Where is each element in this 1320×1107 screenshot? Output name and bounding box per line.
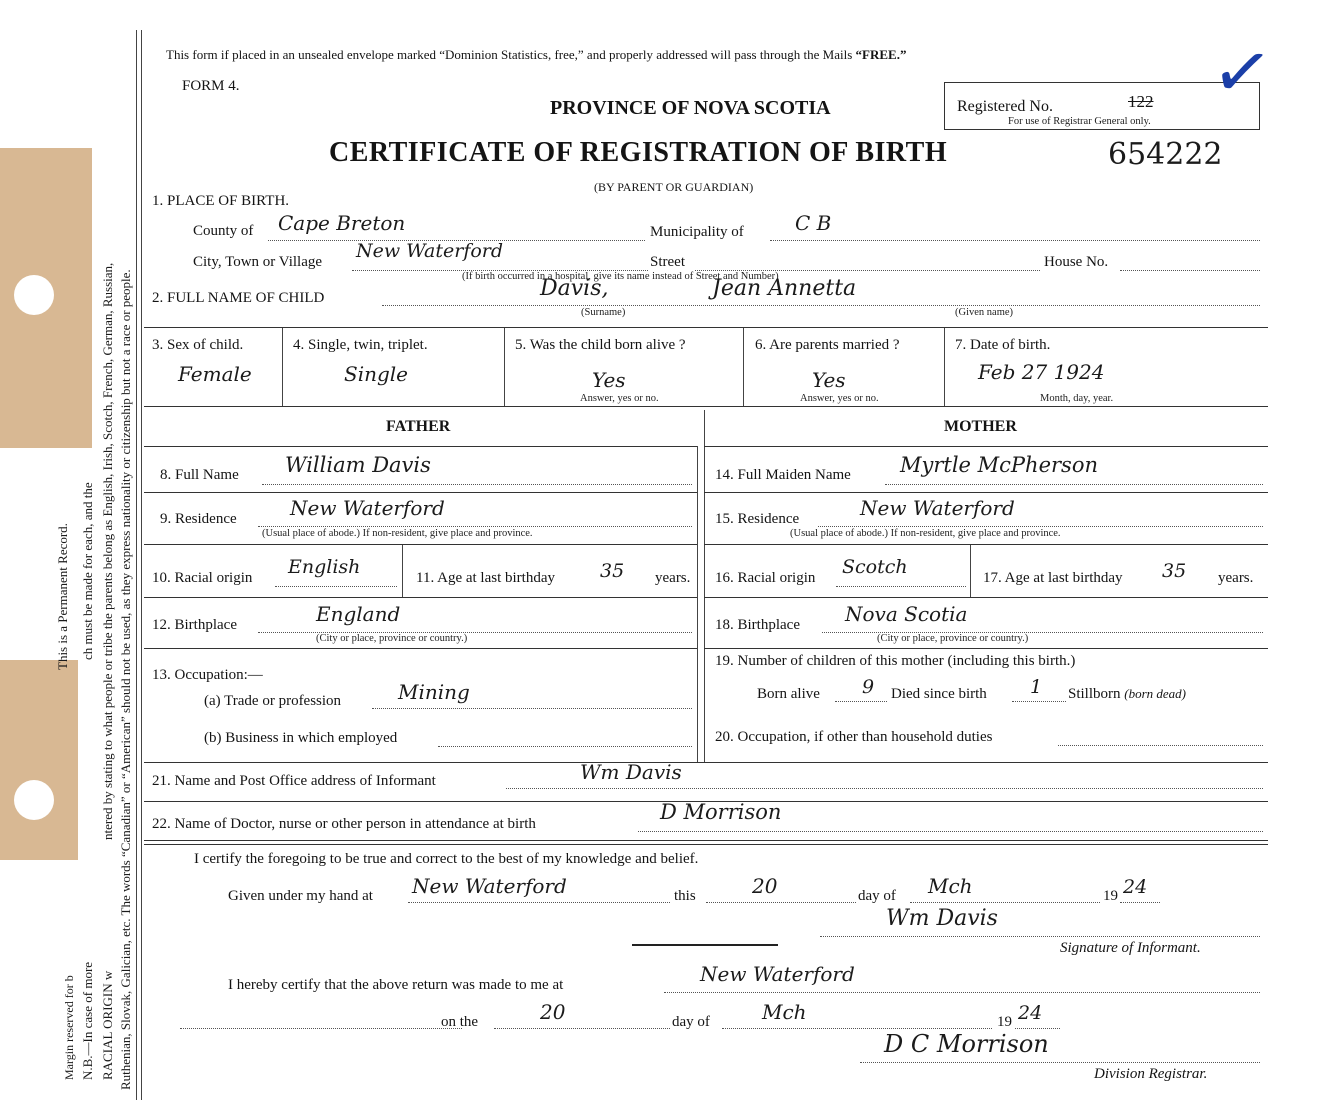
born-alive-caption: Answer, yes or no. [580,393,659,404]
grid-divider-1 [282,328,283,406]
mother-residence-value: New Waterford [860,496,1015,520]
mother-age-label: 17. Age at last birthday [983,570,1123,586]
informant-signature-line [820,936,1260,937]
registrar-year-prefix: 19 [997,1014,1012,1030]
father-years-label: years. [655,570,691,586]
house-no-label: House No. [1044,254,1109,270]
born-alive-count-line [835,701,887,702]
grid-divider-3 [743,328,744,406]
stillborn-label: Stillborn (born dead) [1068,686,1187,702]
father-residence-label: 9. Residence [160,511,237,527]
father-racial-line [275,586,397,587]
father-birthplace-caption: (City or place, province or country.) [316,633,468,644]
father-name-line [262,484,692,485]
mother-name-line [885,484,1263,485]
sex-label: 3. Sex of child. [152,337,244,353]
trade-label: (a) Trade or profession [204,693,342,709]
margin-text-6: Ruthenian, Slovak, Galician, etc. The words “Canadian” or “American” should not be used, as they express nationality or citizenship but not a race or people. [118,269,133,1090]
separator-rule [632,944,778,946]
informant-label: 21. Name and Post Office address of Informant [152,773,436,789]
died-line [1012,701,1066,702]
mother-racial-divider [970,545,971,597]
died-value: 1 [1030,676,1043,698]
mother-heading: MOTHER [944,418,1017,435]
child-name-label: 2. FULL NAME OF CHILD [152,290,325,306]
registered-struck-number: 122 [1128,92,1154,111]
doctor-value: D Morrison [660,800,782,824]
rule-top-grid [144,327,1268,328]
married-value: Yes [812,368,846,392]
margin-text-3: N.B.—In case of more [80,961,95,1080]
rule-f12 [144,648,697,649]
registrar-month-line [722,1028,992,1029]
frame-left-line [136,30,137,1100]
cert-month-line [910,902,1100,903]
father-residence-caption: (Usual place of abode.) If non-resident, give place and province. [262,528,533,539]
rule-m18 [704,648,1268,649]
registrar-lead-line [180,1028,462,1029]
child-given-value: Jean Annetta [712,276,857,301]
binder-tab-lower [0,660,78,860]
given-place-value: New Waterford [412,874,567,898]
margin-text-1: Margin reserved for b [62,975,76,1080]
mother-racial-label: 16. Racial origin [715,570,816,586]
dob-label: 7. Date of birth. [955,337,1051,353]
father-age-label: 11. Age at last birthday [416,570,555,586]
certificate-number: 654222 [1108,137,1223,172]
cert-year-line [1120,902,1160,903]
rule-m16 [704,597,1268,598]
informant-signature: Wm Davis [886,906,998,931]
informant-signature-caption: Signature of Informant. [1060,940,1201,956]
rule-f10 [144,597,697,598]
trade-line [372,708,692,709]
this-label: this [674,888,696,904]
cert-day-value: 20 [752,874,778,898]
registrar-day-value: 20 [540,1000,566,1024]
registrar-signature-line [860,1062,1260,1063]
dob-caption: Month, day, year. [1040,393,1114,404]
cert-year-value: 24 [1123,876,1148,898]
registrar-year-value: 24 [1018,1002,1043,1024]
rule-mother-heading [704,446,1268,447]
business-line [438,746,692,747]
municipality-line [770,240,1260,241]
father-birthplace-value: England [316,602,401,626]
registrar-statement: I hereby certify that the above return was made to me at [228,977,564,993]
cert-month-value: Mch [928,874,973,898]
municipality-label: Municipality of [650,224,744,240]
county-value: Cape Breton [278,211,406,235]
mother-residence-caption: (Usual place of abode.) If non-resident, give place and province. [790,528,1061,539]
died-label: Died since birth [891,686,987,702]
rule-22-b [144,844,1268,845]
center-divider-b [704,410,705,762]
father-racial-value: English [288,556,361,578]
registrar-place-line [664,992,1260,993]
doctor-label: 22. Name of Doctor, nurse or other person in attendance at birth [152,816,536,832]
registrar-year-line [1015,1028,1060,1029]
province-heading: PROVINCE OF NOVA SCOTIA [550,97,831,119]
registered-label: Registered No. [957,98,1053,115]
father-residence-line [258,526,692,527]
mother-residence-label: 15. Residence [715,511,800,527]
father-age-value: 35 [600,560,625,582]
rule-f9 [144,544,697,545]
mother-birthplace-caption: (City or place, province or country.) [877,633,1029,644]
punch-hole-top [14,275,54,315]
mother-years-label: years. [1218,570,1254,586]
registrar-day-of-label: day of [672,1014,710,1030]
certificate-title: CERTIFICATE OF REGISTRATION OF BIRTH [329,137,948,168]
cert-day-line [706,902,856,903]
registrar-month-value: Mch [762,1000,807,1024]
dob-value: Feb 27 1924 [978,360,1105,384]
grid-divider-2 [504,328,505,406]
certificate-subtitle: (BY PARENT OR GUARDIAN) [594,180,754,194]
grid-divider-4 [944,328,945,406]
doctor-line [638,831,1263,832]
hospital-note: (If birth occurred in a hospital, give its name instead of Street and Number) [462,271,779,282]
registrar-place-value: New Waterford [700,962,855,986]
mother-occupation-line [1058,745,1263,746]
informant-value: Wm Davis [580,760,682,784]
father-racial-divider [402,545,403,597]
trade-value: Mining [398,680,470,704]
county-label: County of [193,223,254,239]
registrar-day-line [494,1028,670,1029]
father-residence-value: New Waterford [290,496,445,520]
cert-year-prefix: 19 [1103,888,1118,904]
married-label: 6. Are parents married ? [755,337,900,353]
given-place-line [408,902,670,903]
cert-day-of-label: day of [858,888,896,904]
rule-f8 [144,492,697,493]
margin-text-4: RACIAL ORIGIN w [100,970,115,1080]
margin-text-5: ntered by stating to what people or tribe the parents belong as English, Irish, Scotch, French, German, Russian, [100,262,115,840]
business-label: (b) Business in which employed [204,730,398,746]
registrar-signature: D C Morrison [884,1030,1049,1058]
margin-text-3b: ch must be made for each, and the [80,482,95,660]
father-racial-label: 10. Racial origin [152,570,253,586]
father-name-label: 8. Full Name [160,467,239,483]
mother-residence-line [818,526,1263,527]
mother-birthplace-label: 18. Birthplace [715,617,800,633]
check-mark-icon: ✓ [1206,26,1278,118]
frame-left-line-2 [141,30,142,1100]
father-birthplace-label: 12. Birthplace [152,617,237,633]
rule-grid-bottom [144,406,1268,407]
plurality-value: Single [344,362,409,386]
rule-father-heading [144,446,697,447]
married-caption: Answer, yes or no. [800,393,879,404]
margin-text-2: This is a Permanent Record. [55,523,70,670]
mother-racial-value: Scotch [842,556,908,578]
mother-age-value: 35 [1162,560,1187,582]
punch-hole-bottom [14,780,54,820]
occupation-label: 13. Occupation:— [152,667,263,683]
born-alive-value: Yes [592,368,626,392]
born-alive-count-label: Born alive [757,686,820,702]
children-label: 19. Number of children of this mother (including this birth.) [715,653,1076,669]
registrar-signature-caption: Division Registrar. [1094,1066,1208,1082]
form-number: FORM 4. [182,78,240,94]
city-value: New Waterford [356,240,504,262]
mother-occupation-label: 20. Occupation, if other than household duties [715,729,993,745]
child-surname-value: Davis, [540,276,609,301]
mother-birthplace-value: Nova Scotia [845,602,968,626]
rule-above-21 [144,762,1268,763]
born-alive-label: 5. Was the child born alive ? [515,337,686,353]
house-line [1120,270,1260,271]
informant-line [506,788,1263,789]
rule-22-a [144,840,1268,841]
street-label: Street [650,254,685,270]
father-heading: FATHER [386,418,451,435]
city-label: City, Town or Village [193,254,323,270]
given-label: Given under my hand at [228,888,373,904]
surname-caption: (Surname) [581,307,626,318]
sex-value: Female [178,362,252,386]
father-name-value: William Davis [285,453,431,477]
born-alive-count-value: 9 [862,676,875,698]
mother-racial-line [836,586,966,587]
registrar-note: For use of Registrar General only. [1008,116,1151,127]
given-caption: (Given name) [955,307,1014,318]
plurality-label: 4. Single, twin, triplet. [293,337,428,353]
mail-notice: This form if placed in an unsealed envelope marked “Dominion Statistics, free,” and properly addressed will pass through the Mails “FREE.” [166,47,907,62]
child-name-line [382,305,1260,306]
municipality-value: C B [795,211,832,235]
mother-name-label: 14. Full Maiden Name [715,467,851,483]
rule-m15 [704,544,1268,545]
certify-statement: I certify the foregoing to be true and correct to the best of my knowledge and belief. [194,851,699,867]
place-of-birth-heading: 1. PLACE OF BIRTH. [152,193,290,209]
mother-name-value: Myrtle McPherson [900,453,1098,477]
rule-m14 [704,492,1268,493]
on-the-label: on the [441,1014,479,1030]
center-divider-a [697,446,698,762]
